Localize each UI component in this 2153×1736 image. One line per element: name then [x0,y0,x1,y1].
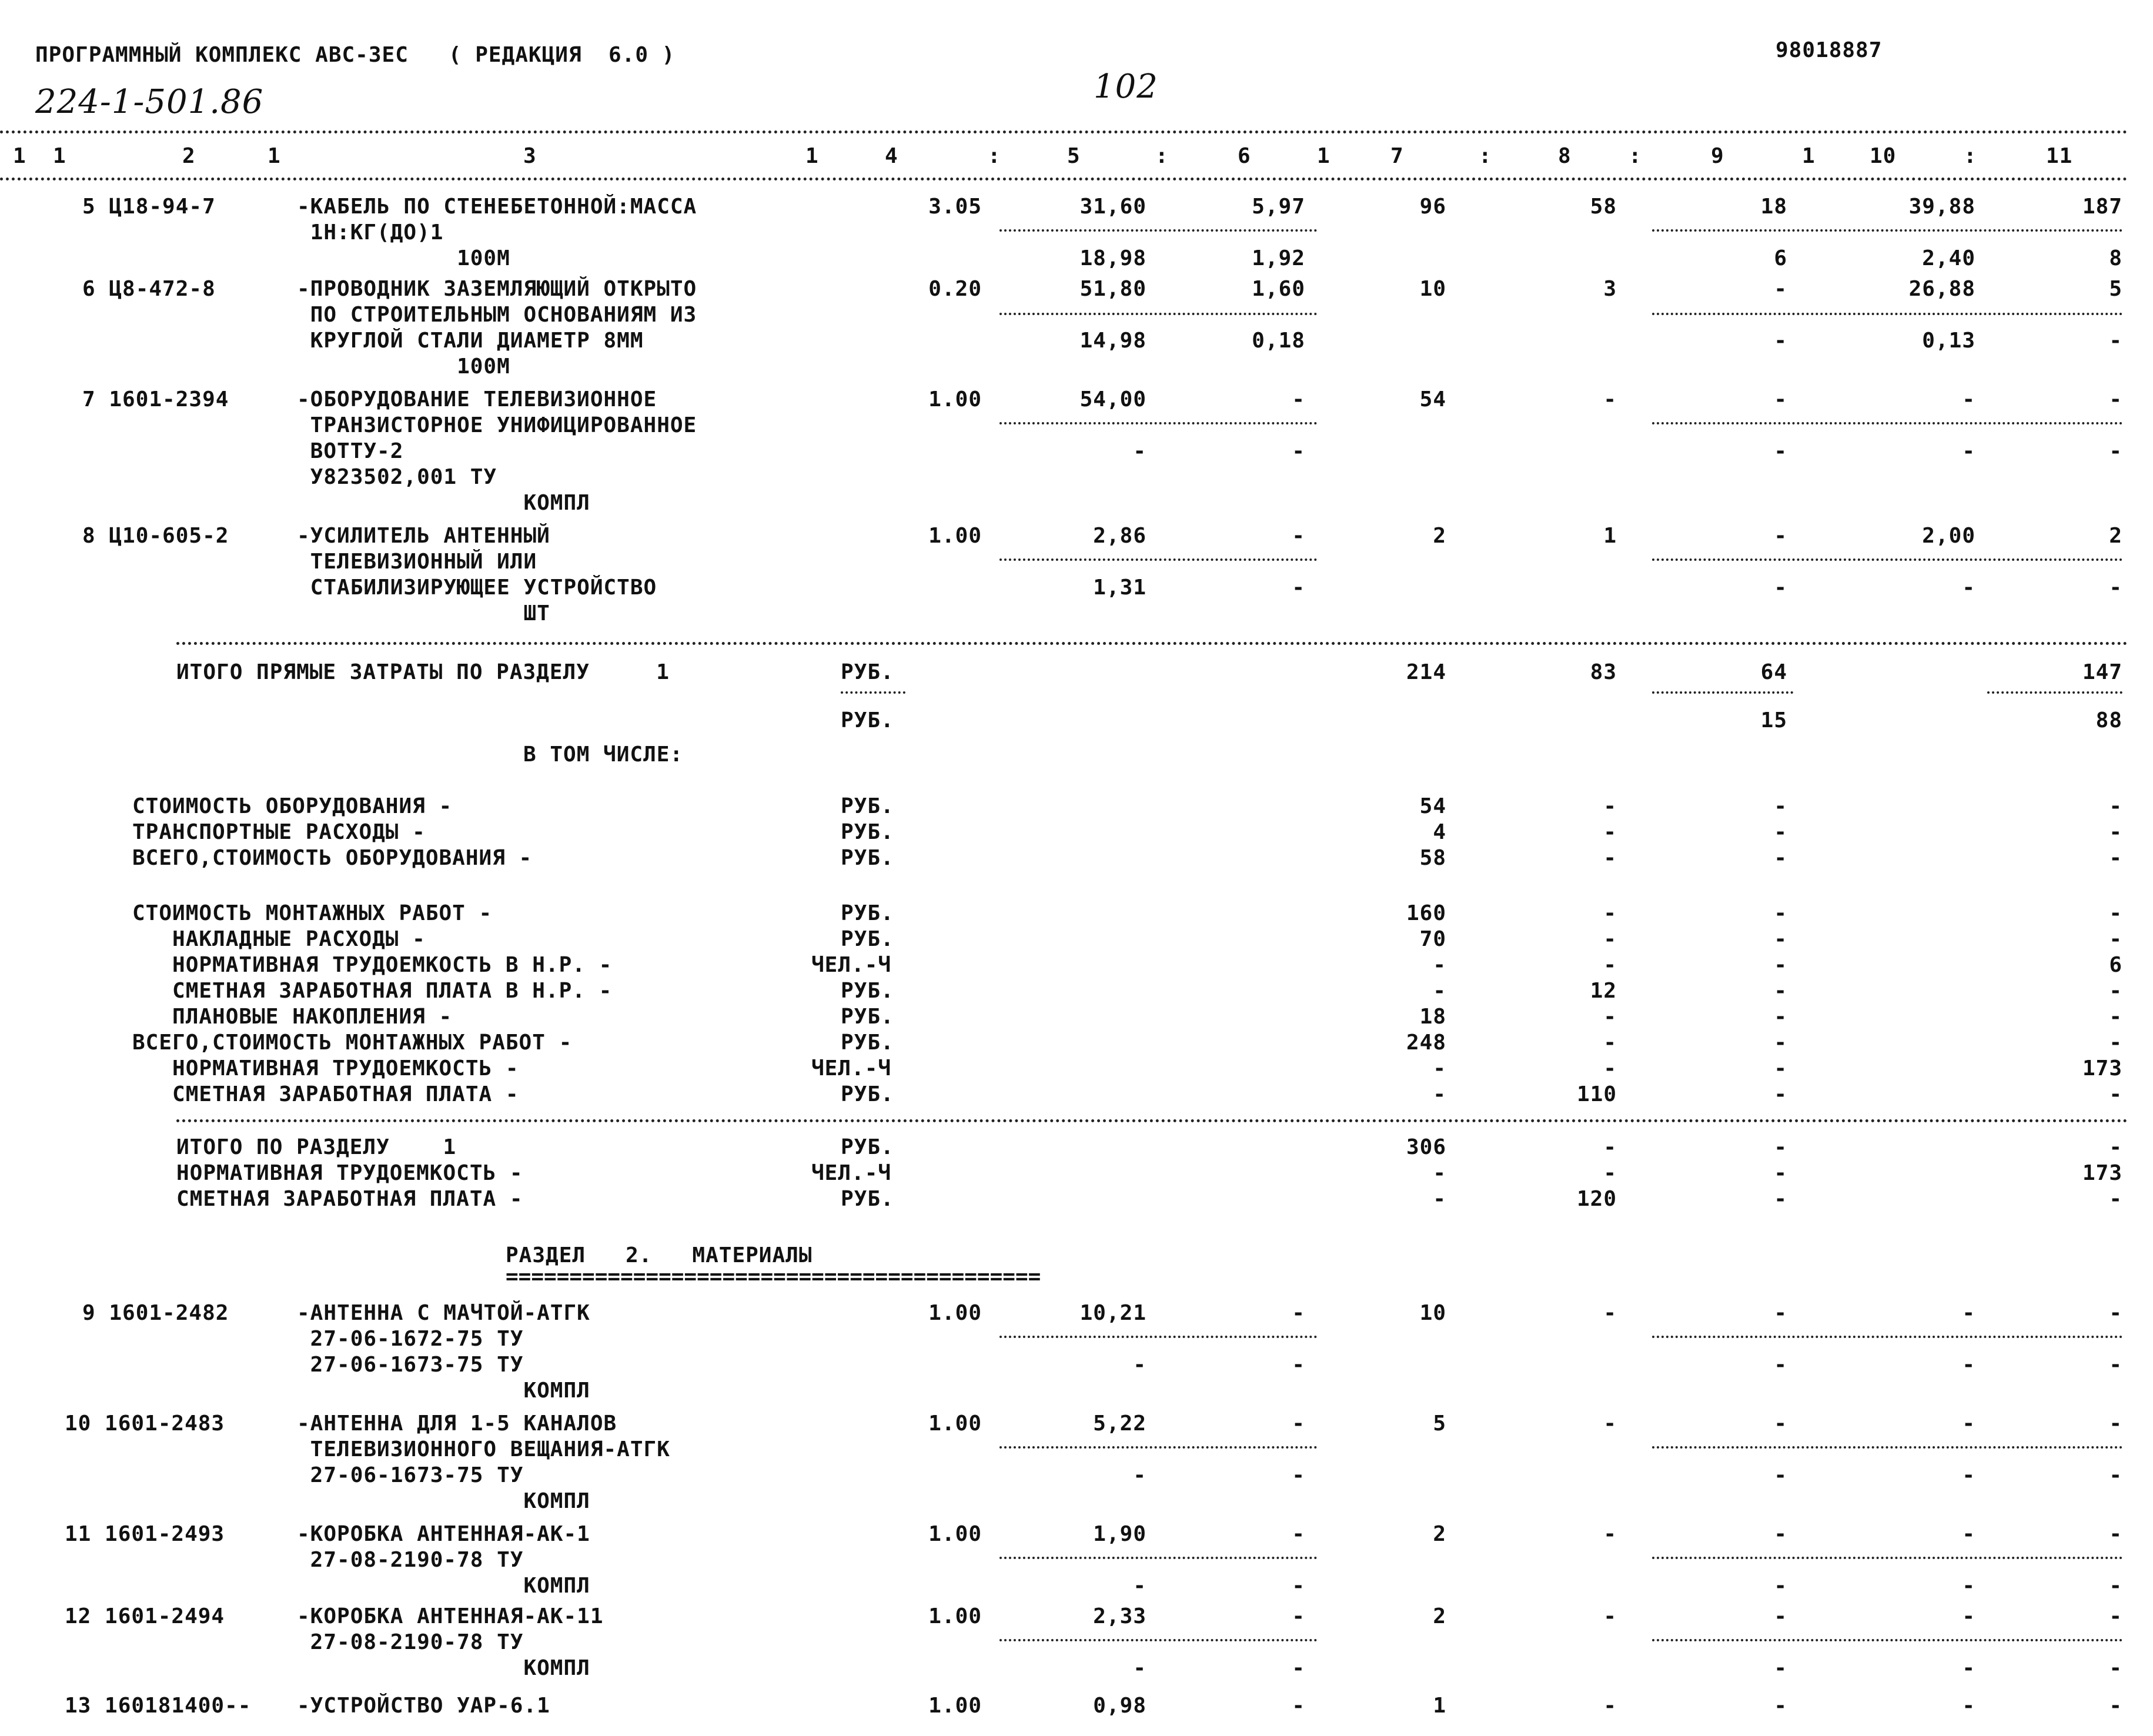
total-cost: 248 [1406,1031,1446,1055]
summary-label: НОРМАТИВНАЯ ТРУДОЕМКОСТЬ - [132,1056,519,1081]
col10-value: 2,40 [1922,246,1975,270]
item-description: -УСИЛИТЕЛЬ АНТЕННЫЙ [297,524,550,548]
machine-wage: - [1292,1463,1305,1487]
item-unit: 100М [297,354,510,379]
document-code: 98018887 [1776,38,1883,62]
item-description: -УСТРОЙСТВО УАР-6.1 [297,1694,550,1718]
col11-value: 2 [2109,524,2122,548]
total-wage: 3 [1603,277,1617,301]
col11-value: - [2109,576,2122,600]
total-cost: - [1433,1161,1446,1185]
col11-value: - [2109,820,2122,844]
machine-wage: 1,92 [1252,246,1305,270]
divider [1987,691,2122,694]
unit: РУБ. [841,1031,894,1055]
col9-value: - [1774,1187,1787,1211]
item-number: 13 160181400-- [65,1694,252,1718]
col11-value: - [2109,1574,2122,1598]
total-cost: 54 [1419,794,1446,818]
total-cost: 96 [1419,195,1446,219]
machine-wage: 0,18 [1252,329,1305,353]
col11-value: - [2109,1463,2122,1487]
col9-value: - [1774,576,1787,600]
machine-cost: - [1292,387,1305,412]
divider [999,229,1317,232]
summary-label: ВСЕГО,СТОИМОСТЬ ОБОРУДОВАНИЯ - [132,846,533,870]
divider [1652,1336,2122,1338]
col11-value: 173 [2082,1056,2122,1081]
unit: РУБ. [841,1187,894,1211]
unit-wage: - [1133,1574,1146,1598]
unit-price: 2,33 [1093,1604,1146,1628]
col11-value: - [2109,927,2122,951]
item-description: -ОБОРУДОВАНИЕ ТЕЛЕВИЗИОННОЕ [297,387,657,412]
total-cost: - [1433,1187,1446,1211]
summary-label: НАКЛАДНЫЕ РАСХОДЫ - [132,927,426,951]
quantity: 1.00 [928,524,982,548]
unit: ЧЕЛ.-Ч [811,1161,892,1185]
col-header: : [1479,144,1492,168]
item-description: У823502,001 ТУ [297,465,497,489]
col11-value: - [2109,901,2122,925]
summary-label: ТРАНСПОРТНЫЕ РАСХОДЫ - [132,820,426,844]
col9-value: - [1774,1056,1787,1081]
divider [999,422,1317,424]
divider [999,1336,1317,1338]
col11-value: - [2109,1301,2122,1325]
total-wage: - [1603,1031,1617,1055]
col11-value: - [2109,846,2122,870]
item-description: -КОРОБКА АНТЕННАЯ-АК-1 [297,1522,590,1546]
total-cost: - [1433,1056,1446,1081]
machine-cost: 5,97 [1252,195,1305,219]
item-number: 7 1601-2394 [82,387,229,412]
col11-value: - [2109,1694,2122,1718]
unit-price: 5,22 [1093,1411,1146,1436]
project-number: 224-1-501.86 [35,83,264,121]
col-header: 10 [1870,144,1897,168]
col-header: : [1629,144,1642,168]
item-description: 1Н:КГ(ДО)1 [297,220,444,245]
total-wage: - [1603,1411,1617,1436]
col9-value: - [1774,1522,1787,1546]
total-wage: 120 [1576,1187,1617,1211]
item-number: 5 Ц18-94-7 [82,195,216,219]
col9-value: - [1774,1301,1787,1325]
summary-label: НОРМАТИВНАЯ ТРУДОЕМКОСТЬ В Н.Р. - [132,953,613,977]
divider [1652,691,1793,694]
unit-price: 2,86 [1093,524,1146,548]
col11-value: - [2109,1031,2122,1055]
col10-value: 26,88 [1908,277,1975,301]
unit-wage: - [1133,1463,1146,1487]
col11-value: - [2109,1522,2122,1546]
col11-value: 187 [2082,195,2122,219]
unit-wage: - [1133,1656,1146,1680]
col11-value: - [2109,387,2122,412]
item-number: 6 Ц8-472-8 [82,277,216,301]
total-cost: - [1433,1082,1446,1106]
divider [999,1446,1317,1449]
col9-value: - [1774,820,1787,844]
item-unit: КОМПЛ [297,1574,590,1598]
col11-value: - [2109,1604,2122,1628]
divider [1652,422,2122,424]
item-unit: КОМПЛ [297,1379,590,1403]
including-heading: В ТОМ ЧИСЛЕ: [523,742,684,767]
total-cost: 2 [1433,1522,1446,1546]
col9-value: - [1774,846,1787,870]
col10-value: 0,13 [1922,329,1975,353]
col9-value: - [1774,277,1787,301]
total-cost: 58 [1419,846,1446,870]
unit-price: 1,90 [1093,1522,1146,1546]
top-rule [0,131,2128,133]
col11-value: 88 [2095,708,2122,732]
unit-wage: - [1133,439,1146,463]
col10-value: - [1962,1463,1975,1487]
section-2-underline: ========================================== [506,1265,1041,1289]
section-2-title: РАЗДЕЛ 2. МАТЕРИАЛЫ [506,1243,813,1267]
summary-label: СМЕТНАЯ ЗАРАБОТНАЯ ПЛАТА - [132,1082,519,1106]
item-description: СТАБИЛИЗИРУЮЩЕЕ УСТРОЙСТВО [297,576,657,600]
machine-wage: - [1292,576,1305,600]
section-total-label: СМЕТНАЯ ЗАРАБОТНАЯ ПЛАТА - [176,1187,523,1211]
col10-value: - [1962,1574,1975,1598]
total-cost: 5 [1433,1411,1446,1436]
quantity: 1.00 [928,1522,982,1546]
item-description: ТЕЛЕВИЗИОННОГО ВЕЩАНИЯ-АТГК [297,1437,670,1461]
total-wage: - [1603,1522,1617,1546]
quantity: 1.00 [928,1604,982,1628]
col-header: 1 [53,144,66,168]
col11-value: 5 [2109,277,2122,301]
quantity: 1.00 [928,1301,982,1325]
col9-value: - [1774,1082,1787,1106]
col9-value: 18 [1760,195,1787,219]
col10-value: - [1962,1353,1975,1377]
col-header: 1 [13,144,26,168]
item-description: -АНТЕННА С МАЧТОЙ-АТГК [297,1301,590,1325]
col11-value: 8 [2109,246,2122,270]
col9-value: 64 [1760,660,1787,684]
total-cost: - [1433,979,1446,1003]
quantity: 1.00 [928,387,982,412]
section-total-label: ИТОГО ПО РАЗДЕЛУ 1 [176,1135,457,1159]
machine-wage: - [1292,1353,1305,1377]
summary-label: СМЕТНАЯ ЗАРАБОТНАЯ ПЛАТА В Н.Р. - [132,979,613,1003]
col9-value: - [1774,1161,1787,1185]
col9-value: - [1774,1574,1787,1598]
summary-label: СТОИМОСТЬ МОНТАЖНЫХ РАБОТ - [132,901,493,925]
unit-price: 54,00 [1079,387,1146,412]
summary-label: ПЛАНОВЫЕ НАКОПЛЕНИЯ - [132,1005,453,1029]
col9-value: - [1774,1463,1787,1487]
item-description: 27-06-1673-75 ТУ [297,1353,524,1377]
col-header: 5 [1067,144,1081,168]
unit: РУБ. [841,660,894,684]
total-wage: - [1603,1604,1617,1628]
header-rule [0,178,2128,180]
col9-value: - [1774,329,1787,353]
unit: РУБ. [841,979,894,1003]
item-number: 12 1601-2494 [65,1604,225,1628]
item-number: 10 1601-2483 [65,1411,225,1436]
col9-value: - [1774,1353,1787,1377]
col-header: 1 [268,144,281,168]
summary-label: ВСЕГО,СТОИМОСТЬ МОНТАЖНЫХ РАБОТ - [132,1031,573,1055]
col11-value: 6 [2109,953,2122,977]
machine-wage: - [1292,439,1305,463]
section-rule [176,642,2128,645]
divider [999,313,1317,315]
total-wage: 110 [1576,1082,1617,1106]
item-unit: КОМПЛ [297,491,590,515]
col10-value: - [1962,1656,1975,1680]
item-unit: 100М [297,246,510,270]
divider [1652,313,2122,315]
machine-cost: - [1292,1411,1305,1436]
item-description: -ПРОВОДНИК ЗАЗЕМЛЯЮЩИЙ ОТКРЫТО [297,277,697,301]
item-description: -КОРОБКА АНТЕННАЯ-АК-11 [297,1604,604,1628]
program-header: ПРОГРАММНЫЙ КОМПЛЕКС АВС-3ЕС ( РЕДАКЦИЯ 6.0 ) [35,43,676,67]
col10-value: - [1962,1411,1975,1436]
total-wage: - [1603,1301,1617,1325]
col11-value: - [2109,1187,2122,1211]
col9-value: 15 [1760,708,1787,732]
col9-value: - [1774,1604,1787,1628]
total-wage: - [1603,953,1617,977]
quantity: 1.00 [928,1694,982,1718]
divider [1652,558,2122,561]
total-wage: - [1603,1056,1617,1081]
total-cost: 10 [1419,1301,1446,1325]
machine-cost: 1,60 [1252,277,1305,301]
item-description: ТЕЛЕВИЗИОННЫЙ ИЛИ [297,550,537,574]
machine-cost: - [1292,524,1305,548]
total-cost: 1 [1433,1694,1446,1718]
quantity: 1.00 [928,1411,982,1436]
machine-wage: - [1292,1574,1305,1598]
col9-value: 6 [1774,246,1787,270]
total-cost: 306 [1406,1135,1446,1159]
col-header: 9 [1711,144,1724,168]
total-direct-label: ИТОГО ПРЯМЫЕ ЗАТРАТЫ ПО РАЗДЕЛУ 1 [176,660,670,684]
item-description: 27-08-2190-78 ТУ [297,1630,524,1654]
item-number: 8 Ц10-605-2 [82,524,229,548]
col11-value: 147 [2082,660,2122,684]
col11-value: - [2109,439,2122,463]
col9-value: - [1774,794,1787,818]
quantity: 3.05 [928,195,982,219]
col-header: : [1155,144,1169,168]
col11-value: - [2109,1411,2122,1436]
divider [999,1639,1317,1641]
unit: РУБ. [841,1005,894,1029]
total-wage: - [1603,1161,1617,1185]
unit-wage: 18,98 [1079,246,1146,270]
total-wage: 1 [1603,524,1617,548]
item-description: 27-06-1672-75 ТУ [297,1327,524,1351]
total-wage: 83 [1590,660,1617,684]
col11-value: - [2109,329,2122,353]
machine-cost: - [1292,1694,1305,1718]
col10-value: - [1962,1604,1975,1628]
total-wage: - [1603,794,1617,818]
divider [1652,1639,2122,1641]
col11-value: 173 [2082,1161,2122,1185]
total-cost: 2 [1433,1604,1446,1628]
divider [999,558,1317,561]
unit: РУБ. [841,820,894,844]
col9-value: - [1774,901,1787,925]
unit: ЧЕЛ.-Ч [811,953,892,977]
divider [1652,1446,2122,1449]
total-wage: - [1603,1135,1617,1159]
col11-value: - [2109,1135,2122,1159]
total-cost: 10 [1419,277,1446,301]
col-header: 7 [1390,144,1404,168]
quantity: 0.20 [928,277,982,301]
col-header: 1 [1802,144,1816,168]
page-number: 102 [1094,68,1158,106]
machine-cost: - [1292,1604,1305,1628]
total-cost: 70 [1419,927,1446,951]
col-header: 3 [523,144,537,168]
col-header: : [1964,144,1977,168]
col-header: 6 [1238,144,1251,168]
section-rule [176,1119,2128,1122]
col9-value: - [1774,1135,1787,1159]
unit-wage: - [1133,1353,1146,1377]
col10-value: - [1962,439,1975,463]
item-description: 27-06-1673-75 ТУ [297,1463,524,1487]
col-header: 8 [1558,144,1572,168]
total-cost: 54 [1419,387,1446,412]
col-header: 1 [1317,144,1330,168]
unit: РУБ. [841,794,894,818]
col9-value: - [1774,927,1787,951]
total-wage: 58 [1590,195,1617,219]
total-cost: 18 [1419,1005,1446,1029]
col9-value: - [1774,953,1787,977]
total-cost: 2 [1433,524,1446,548]
machine-cost: - [1292,1301,1305,1325]
item-unit: ШТ [297,601,550,626]
summary-label: СТОИМОСТЬ ОБОРУДОВАНИЯ - [132,794,453,818]
unit-price: 31,60 [1079,195,1146,219]
unit-wage: 14,98 [1079,329,1146,353]
col10-value: 39,88 [1908,195,1975,219]
col9-value: - [1774,524,1787,548]
item-description: -АНТЕННА ДЛЯ 1-5 КАНАЛОВ [297,1411,617,1436]
col-header: 2 [182,144,196,168]
col10-value: - [1962,1694,1975,1718]
divider [1652,229,2122,232]
divider [1652,1557,2122,1559]
col-header: 4 [885,144,898,168]
col9-value: - [1774,1411,1787,1436]
item-description: -КАБЕЛЬ ПО СТЕНЕБЕТОННОЙ:МАССА [297,195,697,219]
col9-value: - [1774,1656,1787,1680]
unit: ЧЕЛ.-Ч [811,1056,892,1081]
col9-value: - [1774,1031,1787,1055]
total-cost: - [1433,953,1446,977]
total-wage: - [1603,1005,1617,1029]
total-cost: 4 [1433,820,1446,844]
col10-value: - [1962,1301,1975,1325]
divider [999,1557,1317,1559]
col11-value: - [2109,1656,2122,1680]
col9-value: - [1774,1005,1787,1029]
unit: РУБ. [841,1135,894,1159]
col9-value: - [1774,1694,1787,1718]
total-wage: - [1603,820,1617,844]
item-description: ТРАНЗИСТОРНОЕ УНИФИЦИРОВАННОЕ [297,413,697,437]
total-wage: - [1603,901,1617,925]
col9-value: - [1774,439,1787,463]
unit: РУБ. [841,1082,894,1106]
col11-value: - [2109,1082,2122,1106]
unit: РУБ. [841,846,894,870]
total-wage: - [1603,927,1617,951]
col-header: 1 [805,144,819,168]
divider [841,691,905,694]
total-wage: - [1603,1694,1617,1718]
unit-price: 0,98 [1093,1694,1146,1718]
col10-value: - [1962,576,1975,600]
item-number: 11 1601-2493 [65,1522,225,1546]
total-wage: 12 [1590,979,1617,1003]
item-description: ВОТТУ-2 [297,439,404,463]
item-description: КРУГЛОЙ СТАЛИ ДИАМЕТР 8ММ [297,329,644,353]
total-cost: 160 [1406,901,1446,925]
col11-value: - [2109,794,2122,818]
total-cost: 214 [1406,660,1446,684]
unit: РУБ. [841,927,894,951]
col9-value: - [1774,387,1787,412]
col10-value: 2,00 [1922,524,1975,548]
item-unit: КОМПЛ [297,1489,590,1513]
unit-price: 10,21 [1079,1301,1146,1325]
col9-value: - [1774,979,1787,1003]
unit: РУБ. [841,708,894,732]
item-unit: КОМПЛ [297,1656,590,1680]
item-number: 9 1601-2482 [82,1301,229,1325]
total-wage: - [1603,387,1617,412]
col11-value: - [2109,1005,2122,1029]
col11-value: - [2109,1353,2122,1377]
section-total-label: НОРМАТИВНАЯ ТРУДОЕМКОСТЬ - [176,1161,523,1185]
col-header: : [988,144,1001,168]
col10-value: - [1962,387,1975,412]
col11-value: - [2109,979,2122,1003]
item-description: ПО СТРОИТЕЛЬНЫМ ОСНОВАНИЯМ ИЗ [297,303,697,327]
col10-value: - [1962,1522,1975,1546]
machine-cost: - [1292,1522,1305,1546]
col-header: 11 [2046,144,2073,168]
unit: РУБ. [841,901,894,925]
total-wage: - [1603,846,1617,870]
item-description: 27-08-2190-78 ТУ [297,1548,524,1572]
unit-price: 51,80 [1079,277,1146,301]
unit-wage: 1,31 [1093,576,1146,600]
machine-wage: - [1292,1656,1305,1680]
